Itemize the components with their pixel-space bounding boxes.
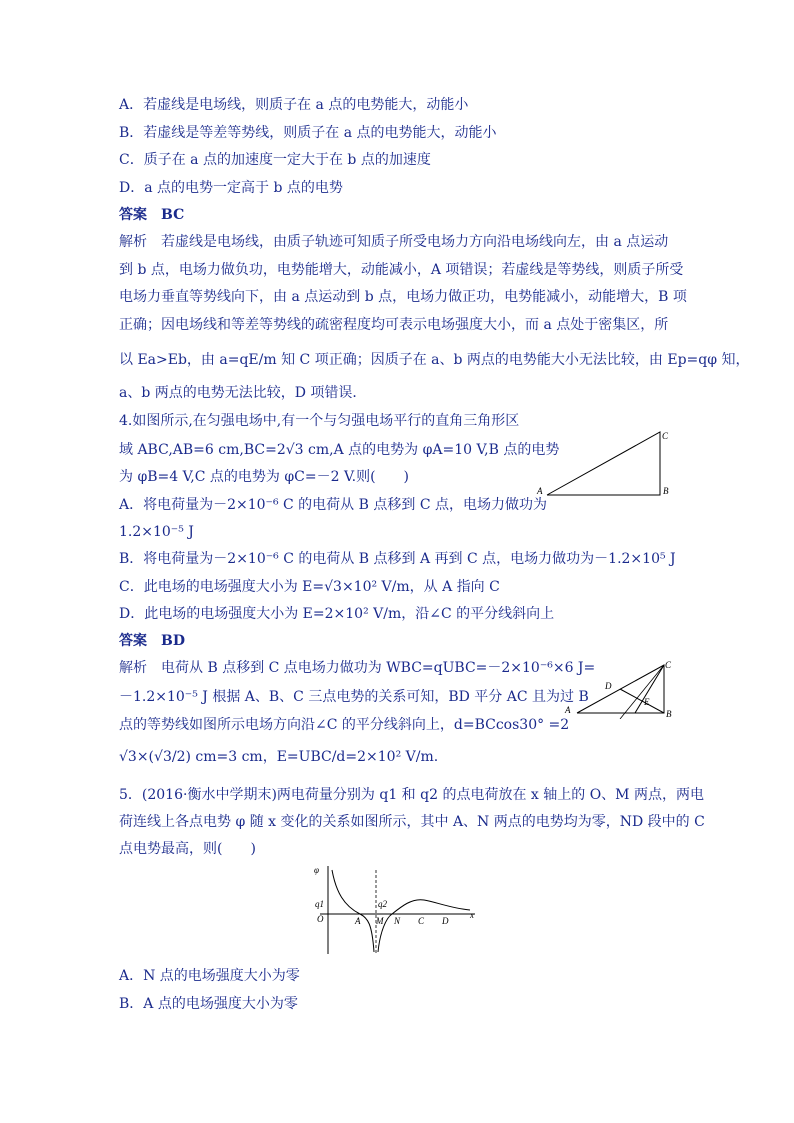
fig-label: C bbox=[662, 431, 669, 441]
graph-label: O bbox=[317, 914, 324, 924]
graph-label: A bbox=[355, 916, 361, 926]
fig-label: B bbox=[666, 709, 672, 719]
q5-stem-line: 5．(2016·衡水中学期末)两电荷量分别为 q1 和 q2 的点电荷放在 x 轴上的 O、M 两点，两电 bbox=[119, 787, 704, 803]
triangle-bisector-figure bbox=[563, 655, 673, 719]
q4-answer: 答案 BD bbox=[119, 633, 185, 649]
q5-stem-line: 点电势最高，则( ) bbox=[119, 841, 256, 857]
fig-label: C bbox=[665, 660, 672, 670]
fig-label: D bbox=[605, 681, 612, 691]
q4-option-a: A．将电荷量为－2×10⁻⁶ C 的电荷从 B 点移到 C 点，电场力做功为 bbox=[119, 497, 547, 513]
q4-option-c: C．此电场的电场强度大小为 E=√3×10² V/m，从 A 指向 C bbox=[119, 579, 500, 595]
q3-answer: 答案 BC bbox=[119, 207, 185, 223]
q4-analysis-line: √3×(√3/2) cm=3 cm，E=UBC/d=2×10² V/m. bbox=[119, 749, 439, 765]
q5-option-b: B．A 点的电场强度大小为零 bbox=[119, 996, 298, 1012]
q3-analysis-line: 电场力垂直等势线向下，由 a 点运动到 b 点，电场力做正功，电势能减小，动能增大，B 项 bbox=[119, 289, 687, 305]
q3-option-a: A．若虚线是电场线，则质子在 a 点的电势能大，动能小 bbox=[119, 97, 469, 113]
q4-option-d: D．此电场的电场强度大小为 E=2×10² V/m，沿∠C 的平分线斜向上 bbox=[119, 606, 555, 622]
q4-analysis-line: 点的等势线如图所示电场方向沿∠C 的平分线斜向上，d=BCcos30° =2 bbox=[119, 717, 570, 733]
triangle-figure bbox=[535, 424, 675, 500]
q5-option-a: A．N 点的电场强度大小为零 bbox=[119, 968, 300, 984]
fig-label: B bbox=[663, 486, 669, 496]
q3-option-d: D．a 点的电势一定高于 b 点的电势 bbox=[119, 180, 343, 196]
graph-label: N bbox=[394, 916, 401, 926]
q4-option-a-cont: 1.2×10⁻⁵ J bbox=[119, 524, 194, 540]
graph-label: x bbox=[470, 910, 474, 920]
graph-label: C bbox=[418, 916, 425, 926]
q4-option-b: B．将电荷量为－2×10⁻⁶ C 的电荷从 B 点移到 A 再到 C 点，电场力做功为－1.2×10⁵ J bbox=[119, 551, 676, 567]
graph-label: M bbox=[376, 916, 384, 926]
graph-label: D bbox=[442, 916, 449, 926]
q3-option-c: C．质子在 a 点的加速度一定大于在 b 点的加速度 bbox=[119, 152, 431, 168]
fig-label: A bbox=[565, 705, 571, 715]
q3-analysis-line: 到 b 点，电场力做负功，电势能增大，动能减小，A 项错误；若虚线是等势线，则质子所受 bbox=[119, 262, 684, 278]
graph-label: q1 bbox=[315, 899, 324, 909]
graph-label: φ bbox=[314, 865, 319, 875]
fig-label: A bbox=[537, 486, 543, 496]
fig-label: E bbox=[644, 697, 650, 707]
q4-analysis-line: 解析 电荷从 B 点移到 C 点电场力做功为 WBC=qUBC=－2×10⁻⁶×6 J= bbox=[119, 660, 596, 676]
q4-stem-line: 4.如图所示,在匀强电场中,有一个与匀强电场平行的直角三角形区 bbox=[119, 413, 520, 429]
q3-analysis-line: 以 Ea>Eb，由 a=qE/m 知 C 项正确；因质子在 a、b 两点的电势能大小无法比较，由 Ep=qφ 知， bbox=[119, 352, 750, 368]
q3-option-b: B．若虚线是等差等势线，则质子在 a 点的电势能大，动能小 bbox=[119, 125, 497, 141]
q4-analysis-line: －1.2×10⁻⁵ J 根据 A、B、C 三点电势的关系可知，BD 平分 AC 且为过 B bbox=[119, 689, 589, 705]
potential-graph bbox=[310, 862, 485, 958]
graph-label: q2 bbox=[378, 899, 387, 909]
q4-stem-line: 为 φB=4 V,C 点的电势为 φC=－2 V.则( ) bbox=[119, 469, 409, 485]
q5-stem-line: 荷连线上各点电势 φ 随 x 变化的关系如图所示，其中 A、N 两点的电势均为零，ND 段中的 C bbox=[119, 814, 705, 830]
q4-stem-line: 域 ABC,AB=6 cm,BC=2√3 cm,A 点的电势为 φA=10 V,B 点的电势 bbox=[119, 442, 560, 458]
q3-analysis-line: a、b 两点的电势无法比较，D 项错误． bbox=[119, 385, 367, 401]
q3-analysis-line: 正确；因电场线和等差等势线的疏密程度均可表示电场强度大小，而 a 点处于密集区，所 bbox=[119, 317, 669, 333]
q3-analysis-line: 解析 若虚线是电场线，由质子轨迹可知质子所受电场力方向沿电场线向左，由 a 点运动 bbox=[119, 234, 669, 250]
